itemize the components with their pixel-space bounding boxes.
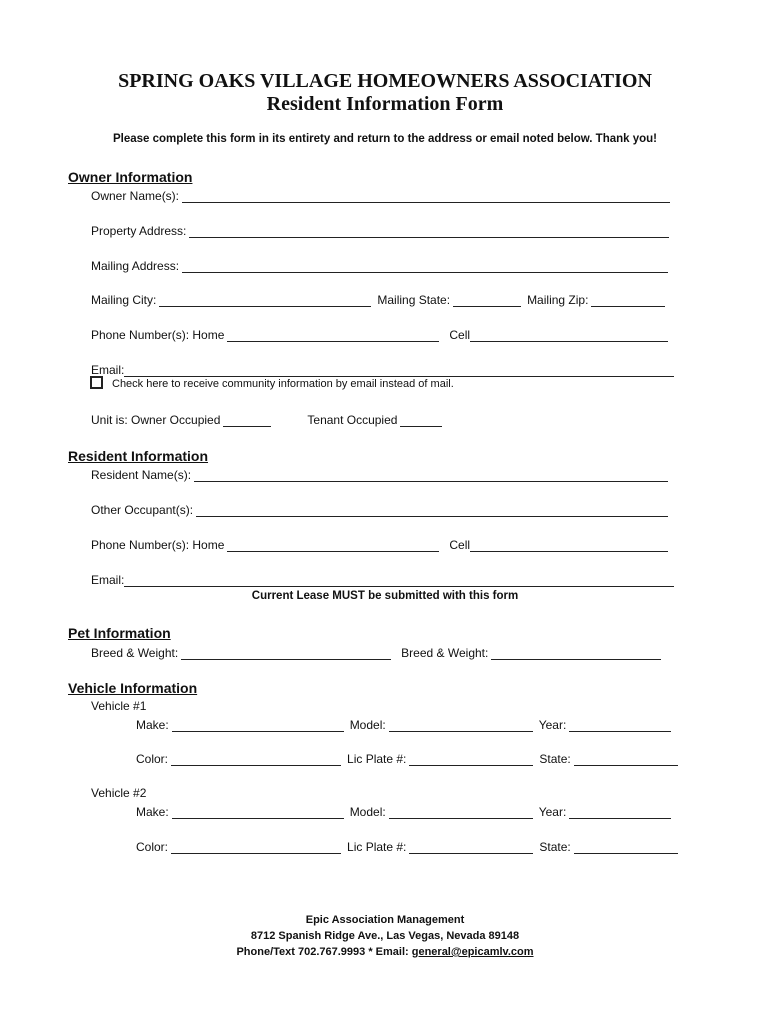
- mailing-state-label: Mailing State:: [377, 293, 451, 307]
- footer-address: 8712 Spanish Ridge Ave., Las Vegas, Nevada 89148: [250, 930, 520, 942]
- resident-names-label: Resident Name(s):: [91, 468, 192, 482]
- resident-email-field[interactable]: [124, 575, 674, 587]
- mailing-zip-field[interactable]: [591, 295, 665, 307]
- instructions: Please complete this form in its entirety and return to the address or email noted below. Thank you!: [112, 133, 657, 145]
- vehicle2-year-label: Year:: [538, 805, 567, 819]
- resident-email-label: Email:: [91, 573, 125, 587]
- vehicle2-label: Vehicle #2: [91, 786, 147, 800]
- other-occupants-label: Other Occupant(s):: [91, 503, 194, 517]
- vehicle1-state-label: State:: [539, 752, 571, 766]
- footer-company: Epic Association Management: [305, 914, 465, 926]
- vehicle2-color-label: Color:: [136, 840, 169, 854]
- email-preference-checkbox[interactable]: [90, 376, 103, 389]
- vehicle2-plate-field[interactable]: [409, 842, 533, 854]
- owner-phone-home-label: Phone Number(s): Home: [91, 328, 225, 342]
- vehicle2-model-field[interactable]: [389, 807, 533, 819]
- vehicle1-label: Vehicle #1: [91, 699, 147, 713]
- owner-cell-field[interactable]: [470, 330, 668, 342]
- mailing-city-field[interactable]: [159, 295, 371, 307]
- footer-contact-prefix: Phone/Text 702.767.9993 * Email:: [236, 946, 412, 958]
- resident-names-row: [91, 466, 668, 482]
- vehicle1-model-field[interactable]: [389, 720, 533, 732]
- vehicle1-plate-field[interactable]: [409, 754, 533, 766]
- vehicle1-make-row: [136, 716, 671, 732]
- owner-names-field[interactable]: [182, 191, 670, 203]
- tenant-occupied-label: Tenant Occupied: [307, 413, 398, 427]
- pet-row: [91, 644, 661, 660]
- mailing-city-row: [91, 291, 665, 307]
- resident-cell-label: Cell: [449, 538, 471, 552]
- vehicle2-color-field[interactable]: [171, 842, 341, 854]
- resident-names-field[interactable]: [194, 470, 668, 482]
- vehicle-section-heading: Vehicle Information: [68, 680, 198, 696]
- resident-cell-field[interactable]: [470, 540, 668, 552]
- vehicle1-plate-label: Lic Plate #:: [347, 752, 407, 766]
- mailing-address-row: [91, 257, 668, 273]
- vehicle2-state-field[interactable]: [574, 842, 678, 854]
- owner-occupied-label: Unit is: Owner Occupied: [91, 413, 221, 427]
- vehicle1-year-label: Year:: [538, 718, 567, 732]
- owner-email-field[interactable]: [124, 365, 674, 377]
- pet1-breed-label: Breed & Weight:: [91, 646, 179, 660]
- resident-phone-row: [91, 536, 668, 552]
- owner-names-label: Owner Name(s):: [91, 189, 180, 203]
- form-title: Resident Information Form: [266, 93, 504, 115]
- other-occupants-row: [91, 501, 668, 517]
- footer-email-link[interactable]: general@epicamlv.com: [411, 946, 534, 958]
- property-address-label: Property Address:: [91, 224, 187, 238]
- vehicle1-color-field[interactable]: [171, 754, 341, 766]
- vehicle1-color-row: [136, 750, 678, 766]
- owner-occupied-field[interactable]: [223, 415, 271, 427]
- vehicle2-model-label: Model:: [349, 805, 386, 819]
- vehicle1-make-field[interactable]: [172, 720, 344, 732]
- other-occupants-field[interactable]: [196, 505, 668, 517]
- pet1-breed-field[interactable]: [181, 648, 391, 660]
- resident-phone-home-field[interactable]: [227, 540, 439, 552]
- vehicle2-make-row: [136, 803, 671, 819]
- vehicle2-state-label: State:: [539, 840, 571, 854]
- pet2-breed-field[interactable]: [491, 648, 661, 660]
- owner-cell-label: Cell: [449, 328, 471, 342]
- owner-phone-home-field[interactable]: [227, 330, 439, 342]
- owner-names-row: [91, 187, 670, 203]
- owner-email-row: [91, 361, 674, 377]
- vehicle1-model-label: Model:: [349, 718, 386, 732]
- form-title-org: SPRING OAKS VILLAGE HOMEOWNERS ASSOCIATION: [118, 70, 652, 92]
- property-address-field[interactable]: [189, 226, 669, 238]
- property-address-row: [91, 222, 669, 238]
- pet2-breed-label: Breed & Weight:: [401, 646, 489, 660]
- vehicle2-make-label: Make:: [136, 805, 169, 819]
- vehicle1-make-label: Make:: [136, 718, 169, 732]
- vehicle2-make-field[interactable]: [172, 807, 344, 819]
- pet-section-heading: Pet Information: [68, 625, 171, 641]
- mailing-zip-label: Mailing Zip:: [527, 293, 589, 307]
- resident-section-heading: Resident Information: [68, 448, 209, 464]
- vehicle2-year-field[interactable]: [569, 807, 671, 819]
- vehicle1-color-label: Color:: [136, 752, 169, 766]
- resident-email-row: [91, 571, 674, 587]
- mailing-state-field[interactable]: [453, 295, 521, 307]
- mailing-city-label: Mailing City:: [91, 293, 157, 307]
- vehicle2-color-row: [136, 838, 678, 854]
- resident-phone-home-label: Phone Number(s): Home: [91, 538, 225, 552]
- owner-phone-row: [91, 326, 668, 342]
- unit-occupancy-row: [91, 411, 442, 427]
- vehicle1-state-field[interactable]: [574, 754, 678, 766]
- email-preference-label: Check here to receive community information by email instead of mail.: [112, 378, 454, 390]
- footer-contact: [0, 944, 770, 960]
- tenant-occupied-field[interactable]: [400, 415, 442, 427]
- footer: [0, 912, 770, 960]
- vehicle2-plate-label: Lic Plate #:: [347, 840, 407, 854]
- lease-note: Current Lease MUST be submitted with this form: [251, 590, 519, 602]
- mailing-address-label: Mailing Address:: [91, 259, 180, 273]
- vehicle1-year-field[interactable]: [569, 720, 671, 732]
- owner-section-heading: Owner Information: [68, 169, 193, 185]
- owner-email-label: Email:: [91, 363, 125, 377]
- mailing-address-field[interactable]: [182, 261, 668, 273]
